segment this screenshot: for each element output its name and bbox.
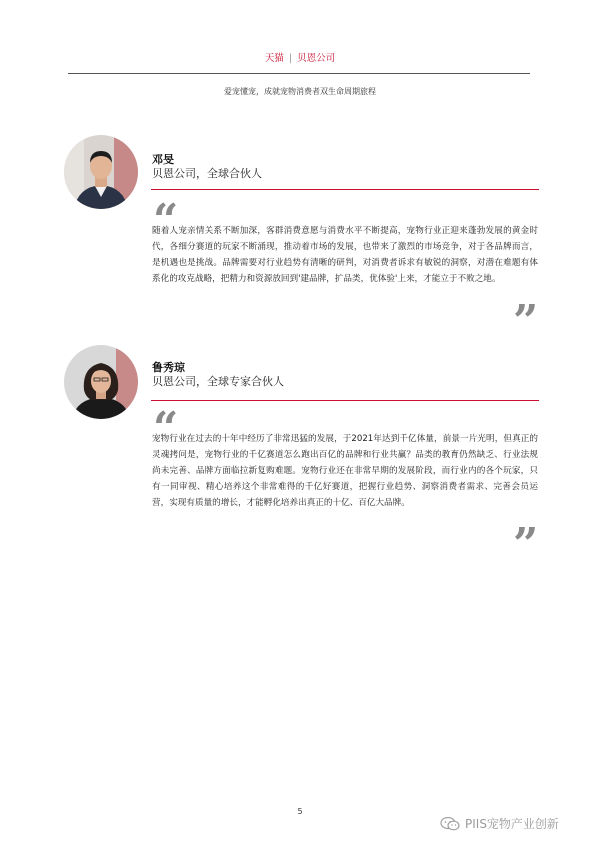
avatar <box>64 345 138 419</box>
red-divider <box>151 189 539 190</box>
watermark <box>440 815 559 832</box>
page-number: 5 <box>297 807 303 816</box>
person-name: 鲁秀琼 <box>152 361 185 374</box>
portrait-woman-icon <box>64 345 138 419</box>
red-divider <box>151 400 539 401</box>
close-quote-icon: ” <box>513 519 539 570</box>
page-header <box>0 50 600 64</box>
person-role: 贝恩公司，全球专家合伙人 <box>152 375 284 388</box>
header-company: 贝恩公司 <box>297 53 336 64</box>
open-quote-icon: “ <box>153 195 179 246</box>
person-card-lu <box>64 345 540 570</box>
open-quote-icon: “ <box>153 403 179 454</box>
quote-text: 宠物行业在过去的十年中经历了非常迅猛的发展，于2021年达到千亿体量，前景一片光明，但真正的灵魂拷问是，宠物行业的千亿赛道怎么跑出百亿的品牌和行业共赢？品类的教育仍然缺乏、行业法规尚未完善、品牌方面临拉新复购难题。宠物行业还在非常早期的发展阶段，而行业内的各个玩家，只有一同审视、精心培养这个非常难得的千亿好赛道，把握行业趋势、洞察消费者需求、完善会员运营，实现有质量的增长，才能孵化培养出真正的十亿、百亿大品牌。 <box>152 434 538 508</box>
close-quote-icon: ” <box>513 296 539 347</box>
wechat-icon <box>440 817 460 831</box>
watermark-text: PIIS宠物产业创新 <box>465 817 559 831</box>
person-card-deng <box>64 135 540 347</box>
avatar <box>64 135 138 209</box>
report-subtitle: 爱宠懂宠，成就宠物消费者双生命周期旅程 <box>224 87 376 96</box>
portrait-man-icon <box>64 135 138 209</box>
header-divider <box>68 73 530 74</box>
person-name: 邓旻 <box>152 153 174 166</box>
quote-text: 随着人宠亲情关系不断加深，客群消费意愿与消费水平不断提高，宠物行业正迎来蓬勃发展的黄金时代，各细分赛道的玩家不断涌现，推动着市场的发展，也带来了激烈的市场竞争，对于各品牌而言，是机遇也是挑战。品牌需要对行业趋势有清晰的研判，对消费者诉求有敏锐的洞察，对潜在难题有体系化的攻克战略，把精力和资源放回到'建品牌，扩品类，优体验'上来，才能立于不败之地。 <box>152 226 538 284</box>
header-brand: 天猫 <box>264 53 284 64</box>
person-role: 贝恩公司，全球合伙人 <box>152 167 262 180</box>
header-separator: | <box>288 53 293 64</box>
